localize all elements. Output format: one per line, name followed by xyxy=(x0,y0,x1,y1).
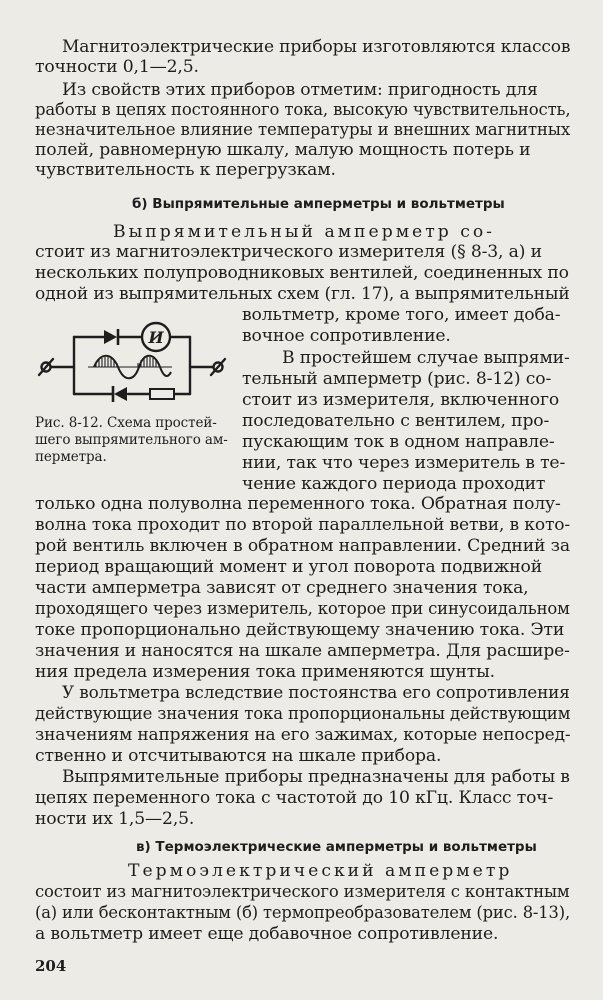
text-line: Выпрямительные приборы предназначены для работы в xyxy=(62,767,570,787)
meter-icon xyxy=(142,323,170,351)
text-line: значениям напряжения на его зажимах, которые непосред- xyxy=(35,725,571,745)
text-line: (а) или бесконтактным (б) термопреобразователем (рис. 8-13), xyxy=(35,903,571,923)
text-line: У вольтметра вследствие постоянства его сопротивления xyxy=(62,683,570,703)
text-line: только одна полуволна переменного тока. Обратная полу- xyxy=(35,494,561,514)
text-line: период вращающий момент и угол поворота подвижной xyxy=(35,557,543,577)
text-line: цепях переменного тока с частотой до 10 кГц. Класс точ- xyxy=(35,788,554,808)
text-line: вольтметр, кроме того, имеет доба- xyxy=(242,305,561,325)
text-line: значения и наносятся на шкале амперметра. Для расшире- xyxy=(35,641,570,661)
text-line: Выпрямительный амперметр со- xyxy=(113,222,495,242)
text-line: тельный амперметр (рис. 8-12) со- xyxy=(242,369,552,389)
text-line: проходящего через измеритель, которое при синусоидальном xyxy=(35,599,570,619)
text-line: нескольких полупроводниковых вентилей, соединенных по xyxy=(35,263,569,283)
text-line: полей, равномерную шкалу, малую мощность потерь и xyxy=(35,140,531,160)
figure-caption-line: Рис. 8-12. Схема простей- xyxy=(35,415,217,431)
text-line: пускающим ток в одном направле- xyxy=(242,432,555,452)
text-line: точности 0,1—2,5. xyxy=(35,57,199,77)
figure-caption-line: шего выпрямительного ам- xyxy=(35,432,228,448)
svg-text:И: И xyxy=(148,328,164,347)
half-wave-waveform-icon xyxy=(88,356,172,379)
text-line: стоит из измерителя, включенного xyxy=(242,390,560,410)
text-line: состоит из магнитоэлектрического измерителя с контактным xyxy=(35,882,570,902)
text-line: чувствительность к перегрузкам. xyxy=(35,160,336,180)
section-heading: б) Выпрямительные амперметры и вольтметры xyxy=(132,196,505,212)
text-line: вочное сопротивление. xyxy=(242,326,451,346)
text-line: последовательно с вентилем, про- xyxy=(242,411,550,431)
text-line: ния предела измерения тока применяются шунты. xyxy=(35,662,495,682)
text-line: Магнитоэлектрические приборы изготовляются классов xyxy=(62,37,571,57)
resistor-icon xyxy=(150,389,174,399)
text-line: ственно и отсчитываются на шкале прибора. xyxy=(35,746,442,766)
text-line: части амперметра зависят от среднего значения тока, xyxy=(35,578,529,598)
text-line: стоит из магнитоэлектрического измерителя (§ 8-3, а) и xyxy=(35,242,542,262)
text-line: В простейшем случае выпрями- xyxy=(282,348,570,368)
text-line: рой вентиль включен в обратном направлении. Средний за xyxy=(35,536,570,556)
text-line: волна тока проходит по второй параллельной ветви, в кото- xyxy=(35,515,571,535)
text-line: незначительное влияние температуры и внешних магнитных xyxy=(35,120,571,140)
text-line: токе пропорционально действующему значению тока. Эти xyxy=(35,620,565,640)
rectifier-ammeter-circuit-figure xyxy=(32,312,232,412)
forward-diode-icon xyxy=(104,329,118,345)
reverse-diode-icon xyxy=(113,386,127,402)
text-line: нии, так что через измеритель в те- xyxy=(242,453,566,473)
text-line: Термоэлектрический амперметр xyxy=(128,861,513,881)
text-line: Из свойств этих приборов отметим: пригодность для xyxy=(62,80,538,100)
text-line: а вольтметр имеет еще добавочное сопротивление. xyxy=(35,924,499,944)
figure-caption-line: перметра. xyxy=(35,449,107,465)
text-line: одной из выпрямительных схем (гл. 17), а выпрямительный xyxy=(35,284,570,304)
section-heading: в) Термоэлектрические амперметры и вольтметры xyxy=(136,839,537,855)
text-line: работы в цепях постоянного тока, высокую чувствительность, xyxy=(35,100,571,120)
page-number: 204 xyxy=(35,957,67,975)
text-line: ности их 1,5—2,5. xyxy=(35,809,195,829)
text-line: чение каждого периода проходит xyxy=(242,474,546,494)
text-line: действующие значения тока пропорциональны действующим xyxy=(35,704,571,724)
